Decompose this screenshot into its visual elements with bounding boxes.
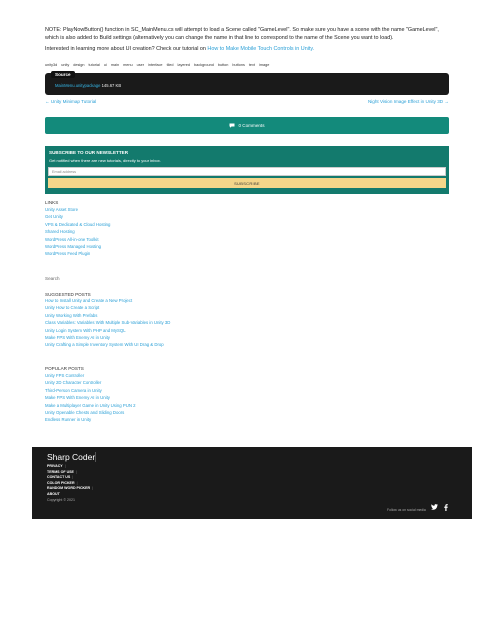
sidebar-link[interactable]: WordPress Managed Hosting bbox=[45, 244, 102, 250]
footer-link[interactable]: CONTACT US bbox=[47, 475, 71, 479]
popular-post-link[interactable]: Unity FPS Controller bbox=[45, 373, 85, 378]
tag-item[interactable]: tiled bbox=[166, 63, 174, 67]
footer-link[interactable]: RANDOM WORD PICKER bbox=[47, 486, 91, 490]
links-list bbox=[45, 206, 110, 258]
tag-item[interactable]: main bbox=[110, 63, 120, 67]
comments-button[interactable] bbox=[45, 117, 449, 134]
suggested-post-link[interactable]: Unity Login System With PHP and MySQL bbox=[45, 327, 126, 333]
footer-social bbox=[431, 504, 448, 511]
tag-item[interactable]: ui bbox=[103, 63, 107, 67]
suggested-post-link[interactable]: Unity How to Create a Script bbox=[45, 305, 100, 311]
footer-link[interactable]: TERMS OF USE bbox=[47, 469, 74, 474]
footer-link-separator: | bbox=[76, 480, 78, 485]
tag-item[interactable]: interface bbox=[147, 63, 163, 67]
popular-post-link[interactable]: Unity Openable Chests and Sliding Doors bbox=[45, 410, 125, 416]
sidebar-link[interactable]: Shared Hosting bbox=[45, 229, 75, 235]
facebook-icon[interactable] bbox=[444, 504, 448, 511]
twitter-icon[interactable] bbox=[431, 504, 438, 510]
tag-item[interactable]: image bbox=[258, 63, 270, 67]
sidebar-link[interactable]: WordPress All-in-one Toolkit bbox=[45, 236, 99, 242]
sidebar-link[interactable]: Unity Asset Store bbox=[45, 207, 78, 212]
tag-item[interactable]: menu bbox=[123, 63, 133, 67]
footer-link-separator: | bbox=[64, 464, 66, 468]
footer-link-separator: | bbox=[72, 475, 74, 479]
tag-item[interactable]: tutorial bbox=[88, 63, 100, 67]
suggested-post-link[interactable]: Class Variables: Variables With Multiple Sub-Variables in Unity 3D bbox=[45, 320, 171, 326]
tag-item[interactable]: buttons bbox=[232, 63, 245, 67]
tag-item[interactable]: unity bbox=[61, 63, 70, 67]
subscribe-button[interactable]: SUBSCRIBE bbox=[48, 178, 446, 188]
popular-post-link[interactable]: Make FPS With Enemy AI in Unity bbox=[45, 395, 110, 401]
popular-post-link[interactable]: Make a Multiplayer Game in Unity Using PUN 2 bbox=[45, 402, 136, 408]
suggested-post-link[interactable]: Unity Crafting a Simple Inventory System With UI Drag & Drop bbox=[45, 342, 164, 348]
tag-item[interactable]: user bbox=[136, 63, 144, 67]
sidebar-link[interactable]: VPS & Dedicated & Cloud Hosting bbox=[45, 221, 111, 227]
tag-item[interactable]: unity3d bbox=[45, 63, 58, 67]
tag-item[interactable]: text bbox=[248, 63, 255, 67]
popular-list bbox=[45, 372, 136, 424]
popular-post-link[interactable]: Unity 2D Character Controller bbox=[45, 380, 102, 386]
footer bbox=[32, 447, 472, 519]
note-paragraph: NOTE: PlayNowButton() function in SC_MainMenu.cs will attempt to load a Scene called "GameLevel". So make sure you have a scene with the name "GameLevel", which is also added to Build settings (alternatively you can change the name in that line to correspond to the name of the Scene you want to load). bbox=[45, 27, 439, 41]
search-input[interactable]: Search bbox=[45, 276, 60, 281]
suggested-post-link[interactable]: Make FPS With Enemy AI in Unity bbox=[45, 335, 110, 341]
popular-post-link[interactable]: Endless Runner in Unity bbox=[45, 417, 92, 423]
footer-copyright: Copyright © 2021 bbox=[47, 498, 76, 502]
source-file-size: 145.67 KB bbox=[101, 83, 122, 88]
sidebar-link[interactable]: Get Unity bbox=[45, 214, 63, 220]
comments-label: 0 Comments bbox=[238, 123, 265, 128]
footer-link-row bbox=[47, 492, 93, 498]
prev-post-link[interactable]: ← Unity Minimap Tutorial bbox=[45, 99, 97, 104]
popular-post-link[interactable]: Third-Person Camera in Unity bbox=[45, 387, 102, 393]
suggested-post-link[interactable]: How to Install Unity and Create a New Project bbox=[45, 298, 133, 303]
source-tab: Source bbox=[51, 71, 75, 78]
footer-brand[interactable]: Sharp Coder bbox=[47, 452, 96, 462]
tag-item[interactable]: design bbox=[73, 63, 85, 67]
source-download-link[interactable]: MainMenu.unitypackage bbox=[55, 83, 101, 88]
tag-list bbox=[45, 63, 449, 67]
suggested-heading: SUGGESTED POSTS bbox=[45, 292, 91, 297]
next-post-link[interactable]: Night Vision Image Effect in Unity 3D → bbox=[367, 99, 449, 104]
footer-link[interactable]: COLOR PICKER bbox=[47, 480, 75, 485]
newsletter-title: SUBSCRIBE TO OUR NEWSLETTER bbox=[49, 150, 129, 155]
interest-paragraph bbox=[45, 46, 449, 53]
tag-item[interactable]: layered bbox=[177, 63, 190, 67]
footer-link[interactable]: ABOUT bbox=[47, 491, 60, 496]
sidebar-link[interactable]: WordPress Feed Plugin bbox=[45, 251, 91, 257]
source-file bbox=[55, 83, 121, 88]
footer-links bbox=[47, 464, 93, 497]
interest-text: Interested in learning more about UI creation? Check our tutorial on bbox=[45, 46, 208, 52]
source-box bbox=[45, 73, 449, 95]
links-heading: LINKS bbox=[45, 200, 59, 205]
footer-link-separator: | bbox=[92, 486, 94, 490]
tag-item[interactable]: background bbox=[193, 63, 214, 67]
footer-link-separator: | bbox=[75, 469, 77, 474]
footer-follow-text: Follow us on social media bbox=[387, 508, 426, 512]
email-input[interactable]: Email address bbox=[48, 167, 446, 176]
suggested-list bbox=[45, 297, 170, 349]
popular-heading: POPULAR POSTS bbox=[45, 366, 84, 371]
tag-item[interactable]: button bbox=[217, 63, 229, 67]
touch-controls-link[interactable]: How to Make Mobile Touch Controls in Unity. bbox=[207, 46, 315, 52]
footer-link[interactable]: PRIVACY bbox=[47, 464, 63, 468]
suggested-post-link[interactable]: Unity Working With Prefabs bbox=[45, 312, 98, 318]
newsletter-subtitle: Get notified when there are new tutorials, directly to your inbox. bbox=[49, 158, 161, 163]
newsletter-box bbox=[45, 146, 449, 194]
comment-bubble-icon bbox=[229, 123, 235, 128]
footer-divider bbox=[95, 452, 96, 462]
